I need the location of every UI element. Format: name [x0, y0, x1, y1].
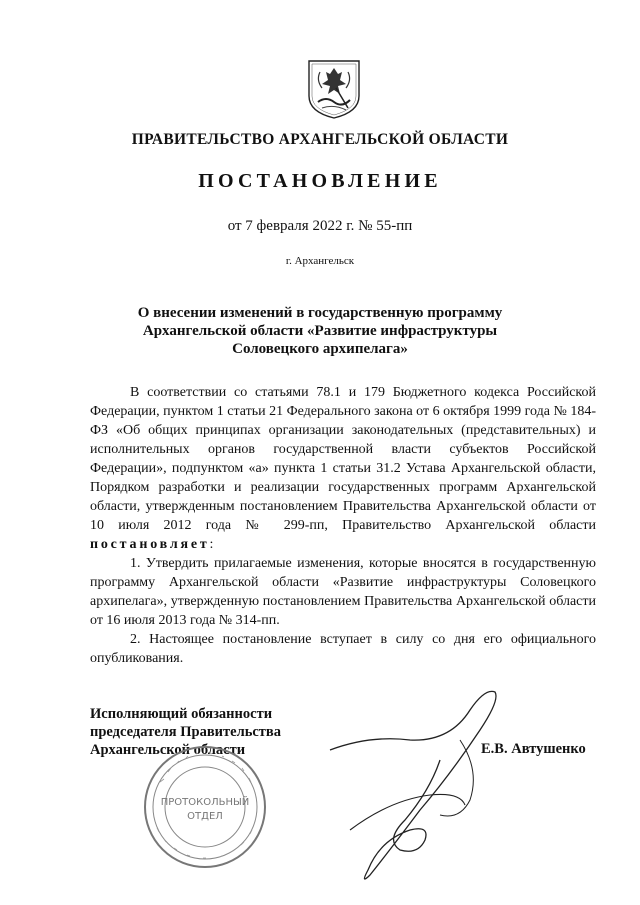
date-and-number: от 7 февраля 2022 г. № 55-пп [227, 218, 413, 234]
title-line: Архангельской области «Развитие инфраструктуры [142, 323, 498, 339]
stamp-text-1: ПРОТОКОЛЬНЫЙ [160, 797, 250, 808]
decree-word: постановляет [90, 537, 210, 552]
signatory-title-line: Исполняющий обязанности [90, 706, 273, 722]
signatory-name: Е.В. Автушенко [481, 741, 586, 757]
document-type-heading: ПОСТАНОВЛЕНИЕ [198, 170, 442, 192]
preamble-text: В соответствии со статьями 78.1 и 179 Бюджетного кодекса Российской Федерации, пунктом 1 статьи 21 Федерального закона от 6 октября 1999 года № 184-ФЗ «Об общих принципах организации законодательных (представительных) и исполнительных органов государственной власти субъектов Российской Федерации», подпунктом «а» пункта 1 статьи 31.2 Устава Архангельской области, Порядком разработки и реализации государственных программ Архангельской области, утвержденным постановлением Правительства Архангельской области от 10 июля 2012 года № 299-пп, Правительство Архангельской области [90, 385, 596, 533]
document-title [120, 304, 520, 358]
decree-item-2: 2. Настоящее постановление вступает в силу со дня его официального опубликования. [90, 632, 596, 666]
decree-item-1: 1. Утвердить прилагаемые изменения, которые вносятся в государственную программу Архангельской области «Развитие инфраструктуры Соловецкого архипелага», утвержденную постановлением Правительства Архангельской области от 16 июля 2013 года № 314-пп. [90, 556, 596, 628]
document-body [90, 383, 596, 668]
round-stamp [140, 742, 270, 872]
coat-of-arms-icon [306, 58, 362, 120]
title-line: О внесении изменений в государственную программу [137, 305, 503, 321]
title-line: Соловецкого архипелага» [232, 341, 408, 357]
handwritten-signature [310, 680, 510, 890]
signatory-title-line: Архангельской области [90, 742, 246, 758]
signatory-title-line: председателя Правительства [90, 724, 282, 740]
city-name: г. Архангельск [285, 255, 355, 267]
stamp-text-2: ОТДЕЛ [187, 811, 223, 822]
preamble-paragraph: В соответствии со статьями 78.1 и 179 Бюджетного кодекса Российской Федерации, пунктом 1 статьи 21 Федерального закона от 6 октября 1999 года № 184-ФЗ «Об общих принципах организации законодательных (представительных) и исполнительных органов государственной власти субъектов Российской Федерации», подпунктом «а» пункта 1 статьи 31.2 Устава Архангельской области, Порядком разработки и реализации государственных программ Архангельской области, утвержденным постановлением Правительства Архангельской области от 10 июля 2012 года № 299-пп, Правительство Архангельской области постановляет: [90, 385, 596, 552]
government-heading: ПРАВИТЕЛЬСТВО АРХАНГЕЛЬСКОЙ ОБЛАСТИ [131, 131, 509, 148]
